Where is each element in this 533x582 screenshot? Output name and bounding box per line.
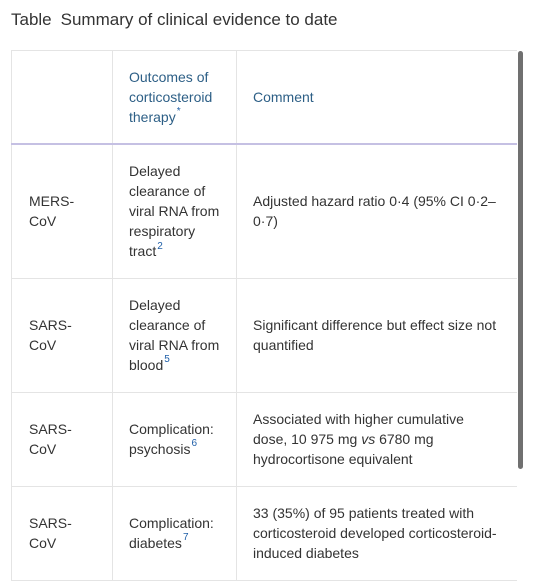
table-container[interactable] [11, 50, 517, 582]
outcome-cell [113, 392, 237, 486]
header-comment: Comment [237, 51, 518, 145]
outcome-cell [113, 278, 237, 392]
virus-cell: SARS-CoV [12, 486, 113, 580]
table-caption [11, 10, 338, 30]
comment-cell [237, 392, 518, 486]
outcome-text: Delayed clearance of viral RNA from respiratory tract [129, 163, 220, 260]
comment-cell: 33 (35%) of 95 patients treated with corticosteroid developed corticosteroid-induced diabetes [237, 486, 518, 580]
outcome-text: Delayed clearance of viral RNA from blood [129, 297, 220, 373]
comment-text: Associated with higher cumulative dose, 10 975 mg [253, 411, 464, 447]
virus-cell: SARS-CoV [12, 278, 113, 392]
comment-cell: Adjusted hazard ratio 0·4 (95% CI 0·2–0·7) [237, 144, 518, 278]
reference-link[interactable]: 7 [182, 532, 189, 544]
outcome-cell [113, 144, 237, 278]
header-outcomes-label: Outcomes of corticosteroid therapy [129, 69, 213, 125]
caption-title: Summary of clinical evidence to date [60, 10, 338, 29]
table-row [12, 278, 518, 392]
virus-cell: SARS-CoV [12, 392, 113, 486]
footnote-marker[interactable]: * [176, 106, 181, 118]
header-row [12, 51, 518, 145]
table-row [12, 392, 518, 486]
caption-label: Table [11, 10, 52, 29]
reference-link[interactable]: 5 [164, 354, 170, 366]
comment-cell: Significant difference but effect size not quantified [237, 278, 518, 392]
comment-text: 6780 mg hydrocortisone equivalent [253, 431, 434, 467]
reference-link[interactable]: 6 [191, 438, 198, 450]
vertical-scrollbar[interactable] [518, 51, 523, 469]
comment-vs: vs [361, 431, 376, 447]
table-row [12, 144, 518, 278]
outcome-text: Complication: psychosis [129, 421, 214, 457]
outcome-cell [113, 486, 237, 580]
outcome-text: Complication: diabetes [129, 515, 214, 551]
table-row [12, 486, 518, 580]
evidence-table [11, 50, 517, 581]
header-virus [12, 51, 113, 145]
virus-cell: MERS-CoV [12, 144, 113, 278]
reference-link[interactable]: 2 [157, 240, 163, 252]
header-outcomes [113, 51, 237, 145]
